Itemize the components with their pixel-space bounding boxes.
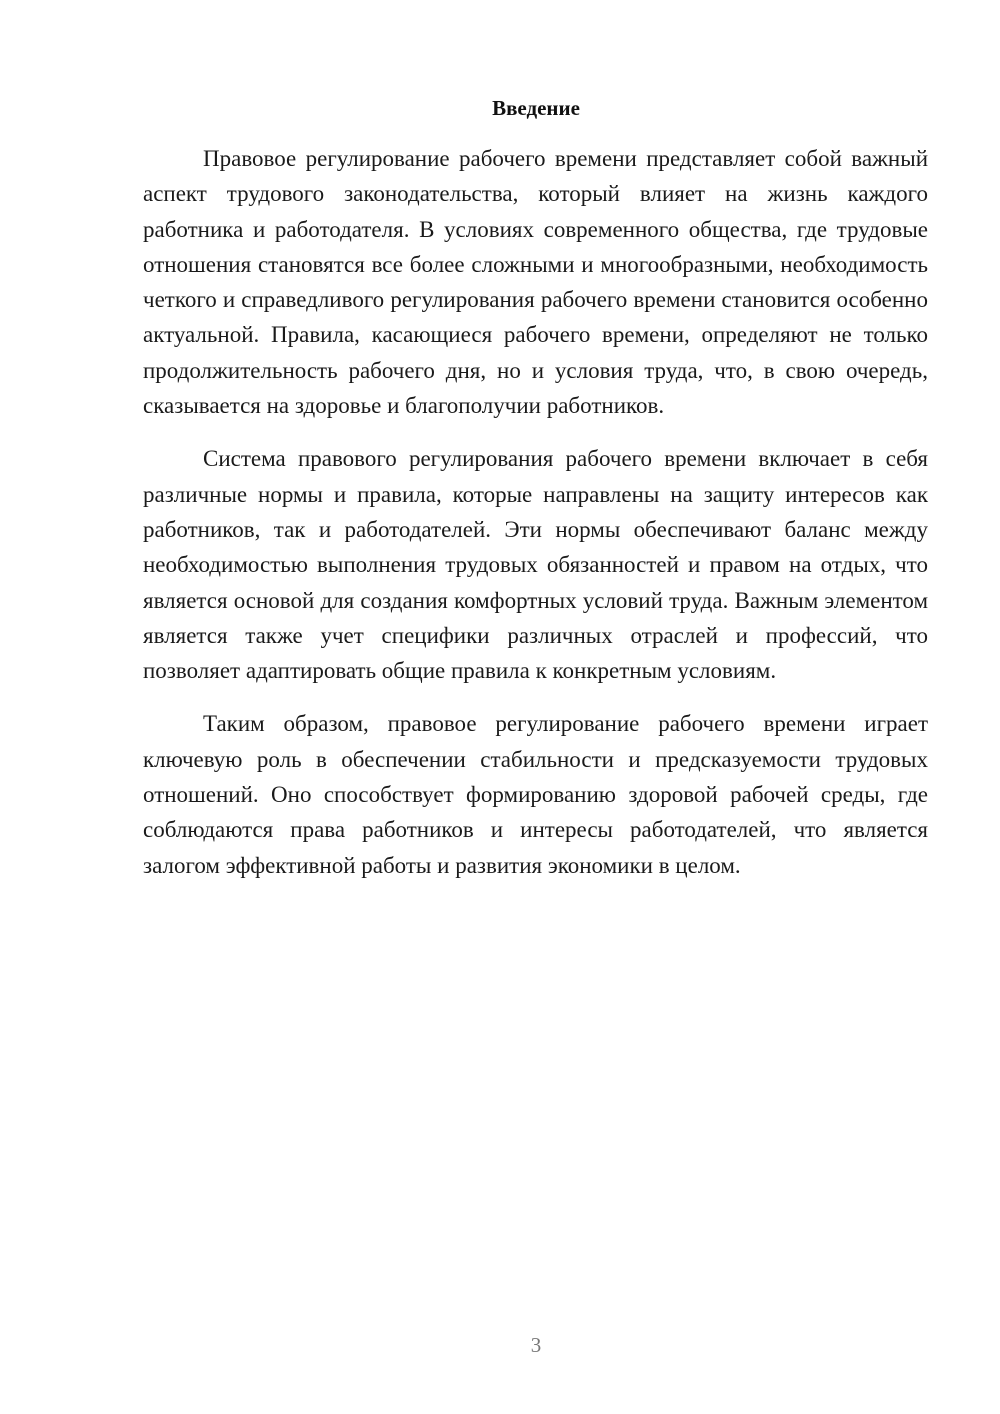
paragraph-1: Правовое регулирование рабочего времени представляет собой важный аспект трудового законодательства, который влияет на жизнь каждого работника и работодателя. В условиях современного общества, где трудовые отношения становятся все более сложными и многообразными, необходимость четкого и справедливого регулирования рабочего времени становится особенно актуальной. Правила, касающиеся рабочего времени, определяют не только продолжительность рабочего дня, но и условия труда, что, в свою очередь, сказывается на здоровье и благополучии работников. (143, 146, 928, 419)
page-title: Введение (492, 96, 580, 120)
paragraph-2: Система правового регулирования рабочего времени включает в себя различные нормы и правила, которые направлены на защиту интересов как работников, так и работодателей. Эти нормы обеспечивают баланс между необходимостью выполнения трудовых обязанностей и правом на отдых, что является основой для создания комфортных условий труда. Важным элементом является также учет специфики различных отраслей и профессий, что позволяет адаптировать общие правила к конкретным условиям. (143, 446, 928, 684)
page-number: 3 (530, 1333, 542, 1357)
document-body (143, 141, 928, 901)
paragraph-3: Таким образом, правовое регулирование рабочего времени играет ключевую роль в обеспечении стабильности и предсказуемости трудовых отношений. Оно способствует формированию здоровой рабочей среды, где соблюдаются права работников и интересы работодателей, что является залогом эффективной работы и развития экономики в целом. (143, 711, 928, 878)
